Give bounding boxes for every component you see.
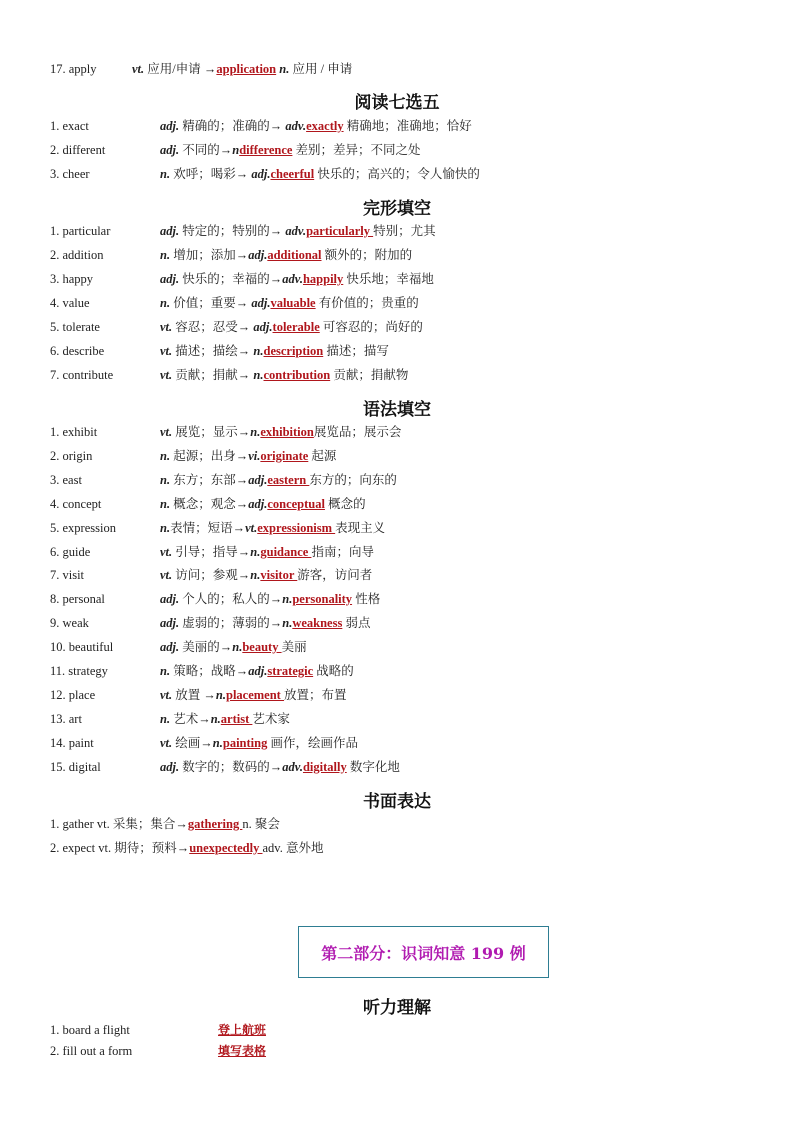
item-number: 9. [50,616,60,631]
vocab-row [50,341,389,361]
vocab-row [50,365,409,385]
item-definition: n. 增加；添加→adj.additional 额外的；附加的 [160,248,413,262]
item-number: 2. [50,248,60,262]
vocab-row [50,164,480,184]
section-title-writing: 书面表达 [363,792,431,812]
phrase-meaning: 填写表格 [218,1044,267,1058]
answer-word: visitor [260,568,298,583]
item-word: value [62,296,90,310]
answer-word: cheerful [270,167,315,181]
item-definition: n. 东方；东部→adj.eastern 东方的；向东的 [160,472,397,487]
item-number: 15. [50,759,66,774]
item-definition: adj. 美丽的→n.beauty 美丽 [160,640,307,655]
part-two-banner [298,926,549,978]
vocab-row [50,757,400,777]
vocab-row [50,59,353,79]
vocab-row [50,685,347,705]
answer-word: additional [267,248,322,262]
item-definition: adj. 数字的；数码的→adv.digitally 数字化地 [160,759,400,774]
item-word: place [68,687,96,702]
item-number: 12. [50,687,66,702]
section-title-listening: 听力理解 [363,998,431,1018]
vocab-row [50,317,423,337]
answer-word: painting [222,735,268,750]
item-number: 7. [50,368,60,382]
item-number: 4. [50,296,60,310]
part-two-title: 第二部分：识词知意 199 例 [321,943,526,963]
answer-word: guidance [260,544,312,559]
answer-word: digitally [302,759,347,774]
item-definition: n. 概念；观念→adj.conceptual 概念的 [160,496,366,511]
vocab-row [50,446,337,466]
answer-word: happily [302,272,344,286]
item-definition: n. 策略；战略→adj.strategic 战略的 [160,664,354,678]
writing-row: 2. expect vt. 期待；预料→unexpectedly adv. 意外地 [50,841,324,855]
phrase-text: 2. fill out a form [50,1044,133,1058]
answer-word: application [216,62,277,76]
answer-word: weakness [292,616,343,631]
item-word: expression [62,520,116,535]
item-word: different [62,143,106,157]
item-definition: vt. 贡献；捐献→ n.contribution 贡献；捐献物 [160,368,409,382]
vocab-row [50,709,290,729]
item-number: 1. [50,425,60,439]
item-word: east [62,472,82,487]
vocab-row [50,637,307,657]
answer-word: artist [220,711,253,726]
answer-word: expressionism [257,520,336,535]
vocab-row [50,221,436,241]
item-number: 10. [50,640,66,655]
answer-word: exactly [306,119,344,133]
item-definition: vt. 绘画→n.painting 画作，绘画作品 [160,735,358,750]
item-number: 14. [50,735,66,750]
item-definition: vt. 引导；指导→n.guidance 指南；向导 [160,544,374,559]
answer-word: beauty [242,640,282,655]
answer-word: difference [239,143,293,157]
item-number: 3. [50,272,60,286]
item-word: origin [62,448,93,463]
item-word: describe [62,344,105,358]
vocab-row [50,245,413,265]
answer-word: description [263,344,324,358]
item-definition: n.表情；短语→vt.expressionism 表现主义 [160,520,386,535]
answer-word: particularly [306,224,374,238]
item-word: strategy [68,664,108,678]
vocab-row [50,733,358,753]
item-definition: adj. 不同的→ndifference 差别；差异；不同之处 [160,143,421,157]
item-number: 6. [50,544,60,559]
item-definition: adj. 快乐的；幸福的→adv.happily 快乐地；幸福地 [160,272,434,286]
answer-word: gathering [187,817,243,831]
section-title-cloze: 完形填空 [363,199,431,219]
item-definition: adj. 个人的；私人的→n.personality 性格 [160,592,381,607]
item-number: 5. [50,520,60,535]
answer-word: personality [292,592,353,607]
vocab-row [50,494,366,514]
item-word: particular [62,224,111,238]
answer-word: valuable [270,296,316,310]
answer-word: tolerable [272,320,320,334]
item-definition: n. 欢呼；喝彩→ adj.cheerful 快乐的；高兴的；令人愉快的 [160,167,480,181]
item-definition: adj. 虚弱的；薄弱的→n.weakness 弱点 [160,616,371,631]
vocab-row [50,589,381,609]
item-definition: vt. 容忍；忍受→ adj.tolerable 可容忍的；尚好的 [160,320,423,334]
vocab-row [50,542,374,562]
item-word: happy [62,272,94,286]
vocab-row [50,140,421,160]
item-number: 4. [50,496,60,511]
item-word: exhibit [62,425,98,439]
item-word: art [68,711,82,726]
item-word: digital [68,759,101,774]
item-number: 8. [50,592,60,607]
answer-word: contribution [263,368,331,382]
phrase-row [50,1041,267,1061]
item-number: 11. [50,664,66,678]
vocab-row [50,293,419,313]
item-number: 3. [50,472,60,487]
item-number: 5. [50,320,60,334]
vocab-row [50,613,371,633]
item-number: 1. [50,119,60,133]
phrase-text: 1. board a flight [50,1023,130,1037]
item-number: 13. [50,711,66,726]
item-definition: vt. 展览；显示→n.exhibition展览品；展示会 [160,425,402,439]
item-number: 7. [50,568,60,583]
answer-word: conceptual [267,496,325,511]
phrase-meaning: 登上航班 [218,1023,267,1037]
item-word: beautiful [68,640,114,655]
answer-word: exhibition [260,425,314,439]
item-number: 2. [50,143,60,157]
item-definition: n. 起源；出身→vi.originate 起源 [160,448,337,463]
item-word: concept [62,496,102,511]
item-definition: adj. 特定的；特别的→ adv.particularly 特别；尤其 [160,224,436,238]
item-definition: n. 艺术→n.artist 艺术家 [160,711,290,726]
item-word: paint [68,735,94,750]
section-title-reading: 阅读七选五 [354,93,440,113]
item-word: cheer [62,167,90,181]
item-number: 17. [50,62,66,76]
item-number: 3. [50,167,60,181]
answer-word: originate [260,448,309,463]
item-word: visit [62,568,85,583]
vocab-row [50,518,386,538]
item-word: addition [62,248,104,262]
item-definition: vt. 描述；描绘→ n.description 描述；描写 [160,344,389,358]
vocab-row [50,470,397,490]
item-word: contribute [62,368,114,382]
item-word: guide [62,544,91,559]
item-word: exact [62,119,89,133]
item-definition: vt. 访问；参观→n.visitor 游客，访问者 [160,568,373,583]
section-title-grammar: 语法填空 [363,400,431,420]
answer-word: unexpectedly [189,841,263,855]
vocab-row [50,565,373,585]
item-definition: vt. 应用/申请 →application n. 应用 / 申请 [132,62,353,76]
item-word: apply [68,62,97,76]
item-word: weak [62,616,89,631]
item-number: 1. [50,224,60,238]
vocab-row [50,269,434,289]
vocab-row [50,661,354,681]
item-word: tolerate [62,320,100,334]
item-definition: vt. 放置 →n.placement 放置；布置 [160,687,347,702]
item-word: personal [62,592,105,607]
answer-word: placement [226,687,284,702]
phrase-row [50,1020,267,1040]
vocab-row [50,422,402,442]
answer-word: strategic [267,664,314,678]
item-number: 6. [50,344,60,358]
item-definition: adj. 精确的；准确的→ adv.exactly 精确地；准确地；恰好 [160,119,472,133]
item-number: 2. [50,448,60,463]
item-definition: n. 价值；重要→ adj.valuable 有价值的；贵重的 [160,296,419,310]
answer-word: eastern [267,472,310,487]
vocab-row [50,116,472,136]
writing-row: 1. gather vt. 采集；集合→gathering n. 聚会 [50,817,280,831]
